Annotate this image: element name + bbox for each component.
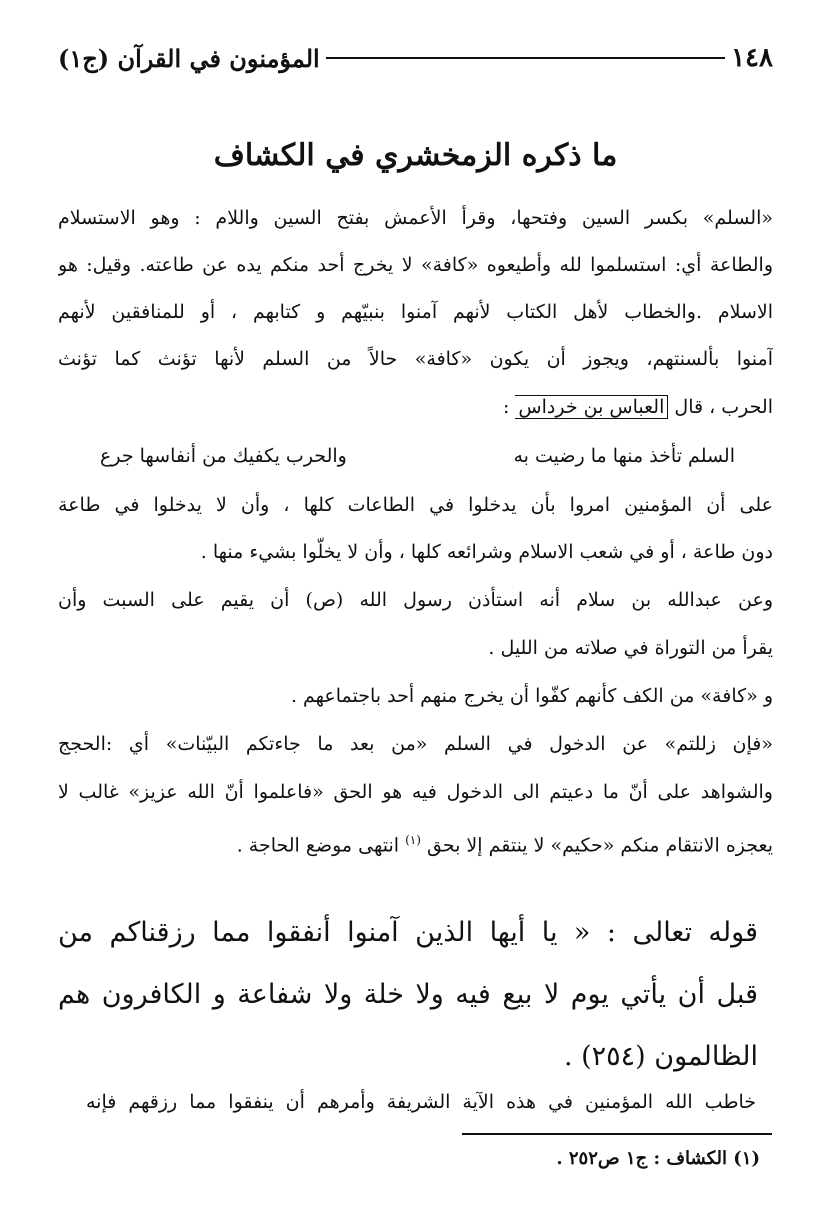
body-line: دون طاعة ، أو في شعب الاسلام وشرائعه كلها ، وأن لا يخلّوا بشيء منها .: [200, 541, 773, 563]
attribution-suffix: :: [502, 396, 510, 418]
body-line: «فإن زللتم» عن الدخول في السلم «من بعد ما جاءتكم البيّنات» أي :الحجج: [58, 733, 773, 755]
line-end: انتهى موضع الحاجة .: [236, 834, 400, 857]
body-line-with-footnote: [58, 820, 773, 865]
body-line: يقرأ من التوراة في صلاته من الليل .: [488, 637, 773, 659]
header-rule: [326, 57, 725, 59]
quran-verse-line: قوله تعالى : « يا أيها الذين آمنوا أنفقوا مما رزقناكم من: [58, 917, 758, 948]
running-header: [58, 36, 773, 80]
body-line: والطاعة أي: استسلموا لله وأطيعوه «كافة» لا يخرج أحد منكم يده عن طاعته. وقيل: هو: [58, 254, 773, 276]
body-line: والشواهد على أنّ ما دعيتم الى الدخول فيه هو الحق «فاعلموا أنّ الله عزيز» غالب لا: [58, 781, 773, 803]
verse-second-hemistich: والحرب يكفيك من أنفاسها جرع: [100, 445, 347, 467]
running-title: المؤمنون في القرآن (ج١): [58, 43, 320, 73]
footnote-rule: [462, 1133, 772, 1135]
body-line: الاسلام .والخطاب لأهل الكتاب لأنهم آمنوا بنبيّهم و كتابهم ، أو للمنافقين لأنهم: [58, 301, 773, 323]
quran-verse-line: الظالمون (٢٥٤) .: [563, 1041, 758, 1072]
footnote: (١) الكشاف : ج١ ص٢٥٢ .: [556, 1148, 760, 1169]
verse-first-hemistich: السلم تأخذ منها ما رضيت به: [513, 445, 735, 467]
quran-verse-line: قبل أن يأتي يوم لا بيع فيه ولا خلة ولا شفاعة و الكافرون هم: [58, 979, 758, 1010]
body-line: و «كافة» من الكف كأنهم كفّوا أن يخرج منهم أحد باجتماعهم .: [290, 685, 773, 707]
body-line: آمنوا بألسنتهم، ويجوز أن يكون «كافة» حالاً من السلم لأنها تؤنث كما تؤنث: [58, 348, 773, 370]
attribution-prefix: الحرب ، قال: [674, 396, 773, 418]
closing-line: خاطب الله المؤمنين في هذه الآية الشريفة وأمرهم أن ينفقوا مما رزقهم فإنه: [86, 1091, 756, 1113]
attribution-line: [58, 387, 773, 427]
section-heading: ما ذكره الزمخشري في الكشاف: [213, 138, 618, 173]
footnote-marker: (١): [405, 833, 421, 847]
body-line: على أن المؤمنين امروا بأن يدخلوا في الطاعات كلها ، وأن لا يدخلوا في طاعة: [58, 494, 773, 516]
poet-name: العباس بن خرداس: [515, 395, 668, 419]
page-number: ١٤٨: [731, 43, 773, 73]
body-line: «السلم» بكسر السين وفتحها، وقرأ الأعمش بفتح السين واللام : وهو الاستسلام: [58, 207, 773, 229]
body-line: وعن عبدالله بن سلام أنه استأذن رسول الله (ص) أن يقيم على السبت وأن: [58, 589, 773, 611]
body-text: يعجزه الانتقام منكم «حكيم» لا ينتقم إلا بحق: [426, 834, 773, 857]
